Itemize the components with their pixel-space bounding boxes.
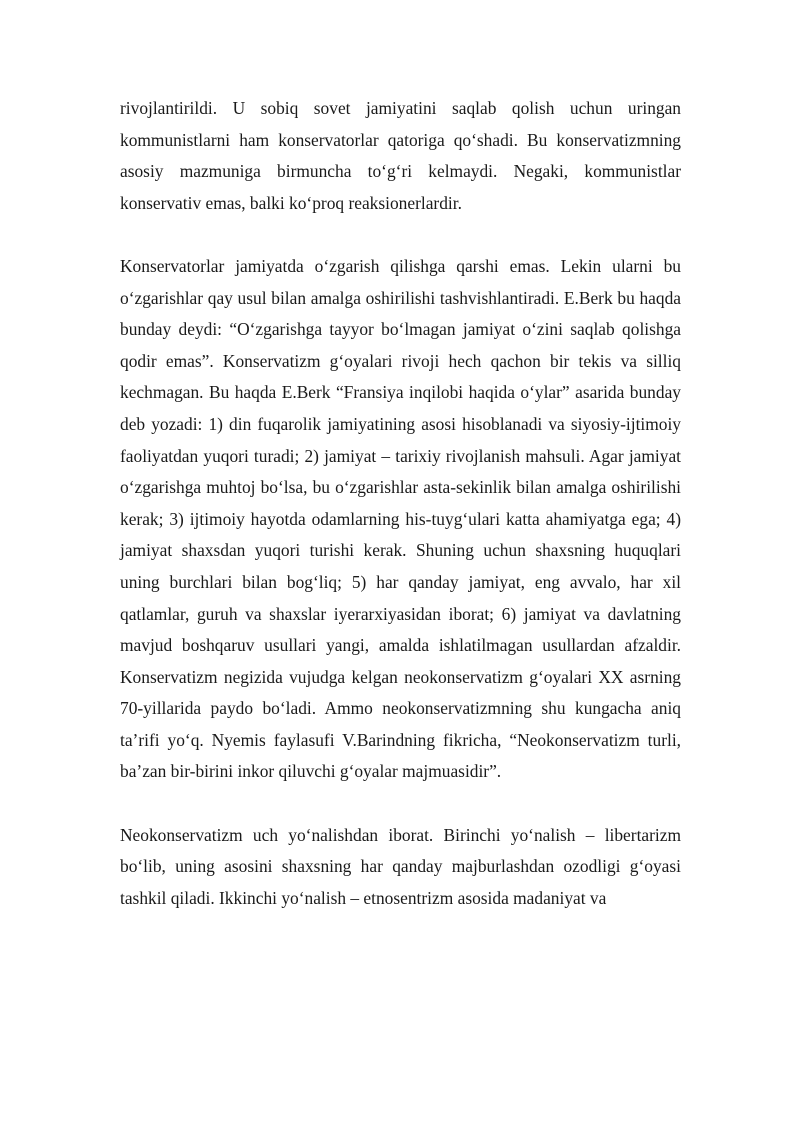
document-body [120, 93, 681, 946]
paragraph-1: rivojlantirildi. U sobiq sovet jamiyatini saqlab qolish uchun uringan kommunistlarni ham konservatorlar qatoriga qo‘shadi. Bu konservatizmning asosiy mazmuniga birmuncha to‘g‘ri kelmaydi. Negaki, kommunistlar konservativ emas, balki ko‘proq reaksionerlardir. [120, 98, 681, 213]
paragraph-3: Neokonservatizm uch yo‘nalishdan iborat. Birinchi yo‘nalish – libertarizm bo‘lib, uning asosini shaxsning har qanday majburlashdan ozodligi g‘oyasi tashkil qiladi. Ikkinchi yo‘nalish – etnosentrizm asosida madaniyat va [120, 824, 681, 908]
paragraph-2: Konservatorlar jamiyatda o‘zgarish qilishga qarshi emas. Lekin ularni bu o‘zgarishlar qay usul bilan amalga oshirilishi tashvishlantiradi. E.Berk bu haqda bunday deydi: “O‘zgarishga tayyor bo‘lmagan jamiyat o‘zini saqlab qolishga qodir emas”. Konservatizm g‘oyalari rivoji hech qachon bir tekis va silliq kechmagan. Bu haqda E.Berk “Fransiya inqilobi haqida o‘ylar” asarida bunday deb yozadi: 1) din fuqarolik jamiyatining asosi hisoblanadi va siyosiy-ijtimoiy faoliyatdan yuqori turadi; 2) jamiyat – tarixiy rivojlanish mahsuli. Agar jamiyat o‘zgarishga muhtoj bo‘lsa, bu o‘zgarishlar asta-sekinlik bilan amalga oshirilishi kerak; 3) ijtimoiy hayotda odamlarning his-tuyg‘ulari katta ahamiyatga ega; 4) jamiyat shaxsdan yuqori turishi kerak. Shuning uchun shaxsning huquqlari uning burchlari bilan bog‘liq; 5) har qanday jamiyat, eng avvalo, har xil qatlamlar, guruh va shaxslar iyerarxiyasidan iborat; 6) jamiyat va davlatning mavjud boshqaruv usullari yangi, amalda ishlatilmagan usullardan afzaldir. Konservatizm negizida vujudga kelgan neokonservatizm g‘oyalari XX asrning 70-yillarida paydo bo‘ladi. Ammo neokonservatizmning shu kungacha aniq ta’rifi yo‘q. Nyemis faylasufi V.Barindning fikricha, “Neokonservatizm turli, ba’zan bir-birini inkor qiluvchi g‘oyalar majmuasidir”. [120, 255, 681, 782]
